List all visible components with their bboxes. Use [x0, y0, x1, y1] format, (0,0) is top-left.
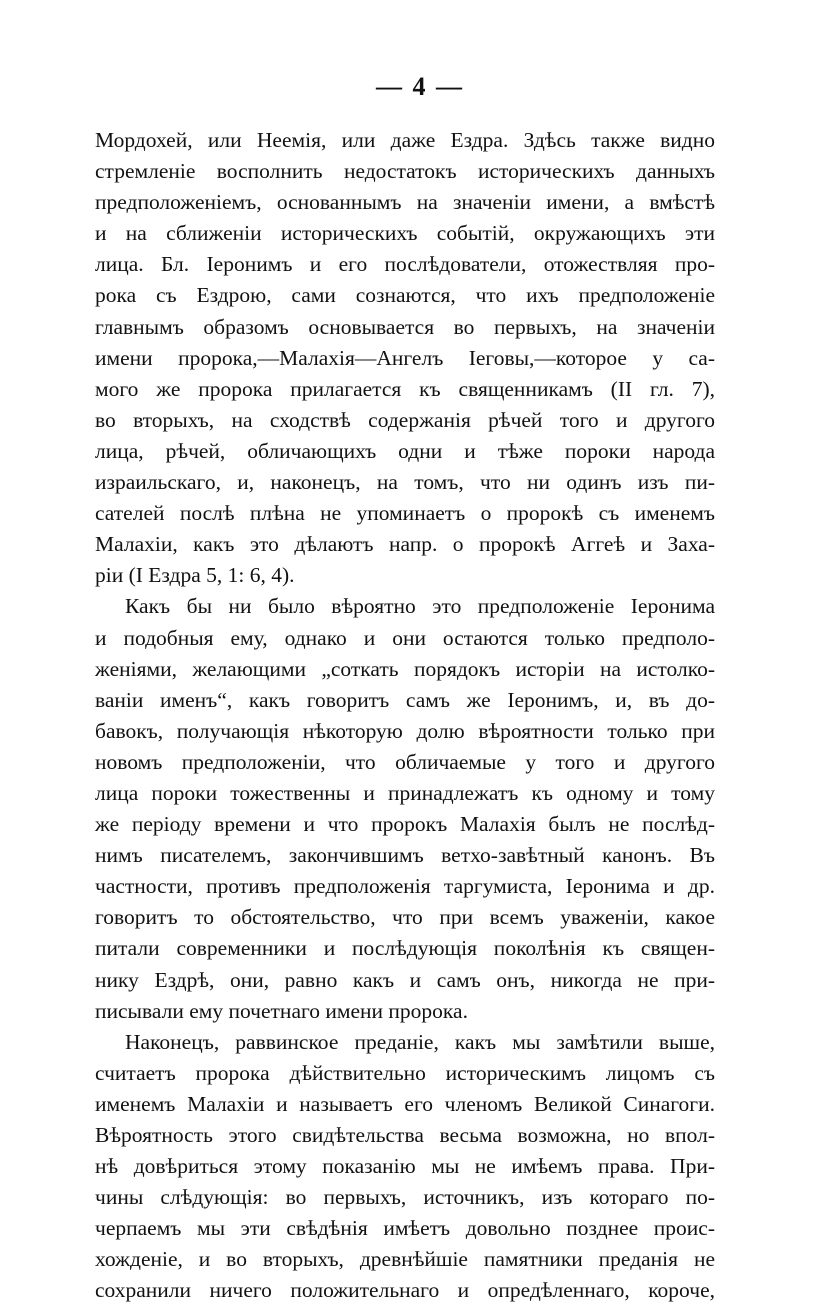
text-line: хожденіе, и во вторыхъ, древнѣйшіе памятники преданія не — [95, 1247, 715, 1272]
text-line: рока съ Ездрою, сами сознаются, что ихъ предположеніе — [95, 283, 715, 308]
text-line: новомъ предположеніи, что обличаемые у того и другого — [95, 749, 715, 774]
text-line: говоритъ то обстоятельство, что при всемъ уваженіи, какое — [95, 905, 715, 930]
text-line: питали современники и послѣдующія поколѣнія къ священ- — [95, 936, 715, 961]
text-line: Вѣроятность этого свидѣтельства весьма возможна, но впол- — [95, 1123, 715, 1147]
text-line: лица. Бл. Іеронимъ и его послѣдователи, отожествляя про- — [95, 252, 715, 277]
text-line: частности, противъ предположенія таргумиста, Іеронима и др. — [95, 874, 715, 899]
text-line: стремленіе восполнить недостатокъ историческихъ данныхъ — [95, 159, 715, 184]
text-line: нѣ довѣриться этому показанію мы не имѣемъ права. При- — [95, 1154, 715, 1179]
text-line: именемъ Малахіи и называетъ его членомъ Великой Синагоги. — [95, 1091, 715, 1116]
text-line: лица пороки тожественны и принадлежатъ къ одному и тому — [95, 780, 715, 805]
text-line: ріи (I Ездра 5, 1: 6, 4). — [95, 563, 295, 588]
text-line: израильскаго, и, наконецъ, на томъ, что ни одинъ изъ пи- — [95, 470, 715, 495]
body-text — [95, 125, 715, 1307]
text-line: женіями, желающими „соткать порядокъ исторіи на истолко- — [95, 656, 715, 681]
text-line: писывали ему почетнаго имени пророка. — [95, 998, 468, 1023]
text-line: сохранили ничего положительнаго и опредѣленнаго, короче, — [95, 1278, 715, 1303]
text-line: чины слѣдующія: во первыхъ, источникъ, изъ котораго по- — [95, 1185, 715, 1210]
text-line: нимъ писателемъ, закончившимъ ветхо-завѣтный канонъ. Въ — [95, 843, 715, 868]
text-line: мого же пророка прилагается къ священникамъ (II гл. 7), — [95, 376, 715, 401]
text-line: Какъ бы ни было вѣроятно это предположеніе Іеронима — [125, 594, 715, 619]
text-line: черпаемъ мы эти свѣдѣнія имѣетъ довольно позднее проис- — [95, 1216, 715, 1241]
text-line: бавокъ, получающія нѣкоторую долю вѣроятности только при — [95, 718, 715, 743]
text-line: лица, рѣчей, обличающихъ одни и тѣже пороки народа — [95, 438, 715, 463]
text-line: считаетъ пророка дѣйствительно историческимъ лицомъ съ — [95, 1060, 715, 1085]
text-line: Мордохей, или Неемія, или даже Ездра. Здѣсь также видно — [95, 128, 715, 152]
page-number: — 4 — — [376, 72, 464, 101]
text-line: Наконецъ, раввинское преданіе, какъ мы замѣтили выше, — [125, 1029, 715, 1054]
text-line: ваніи именъ“, какъ говоритъ самъ же Іеронимъ, и, въ до- — [95, 687, 715, 712]
text-line: имени пророка,—Малахія—Ангелъ Іеговы,—которое у са- — [95, 345, 715, 370]
text-line: нику Ездрѣ, они, равно какъ и самъ онъ, никогда не при- — [95, 967, 715, 992]
text-line: и подобныя ему, однако и они остаются только предполо- — [95, 625, 715, 650]
text-line: во вторыхъ, на сходствѣ содержанія рѣчей того и другого — [95, 407, 715, 432]
text-line: Малахіи, какъ это дѣлаютъ напр. о пророкѣ Аггеѣ и Заха- — [95, 532, 715, 557]
text-line: сателей послѣ плѣна не упоминаетъ о пророкѣ съ именемъ — [95, 501, 715, 526]
text-line: предположеніемъ, основаннымъ на значеніи имени, а вмѣстѣ — [95, 190, 715, 215]
text-line: главнымъ образомъ основывается во первыхъ, на значеніи — [95, 314, 715, 339]
text-line: и на сближеніи историческихъ событій, окружающихъ эти — [95, 221, 715, 246]
text-line: же періоду времени и что пророкъ Малахія былъ не послѣд- — [95, 812, 715, 837]
